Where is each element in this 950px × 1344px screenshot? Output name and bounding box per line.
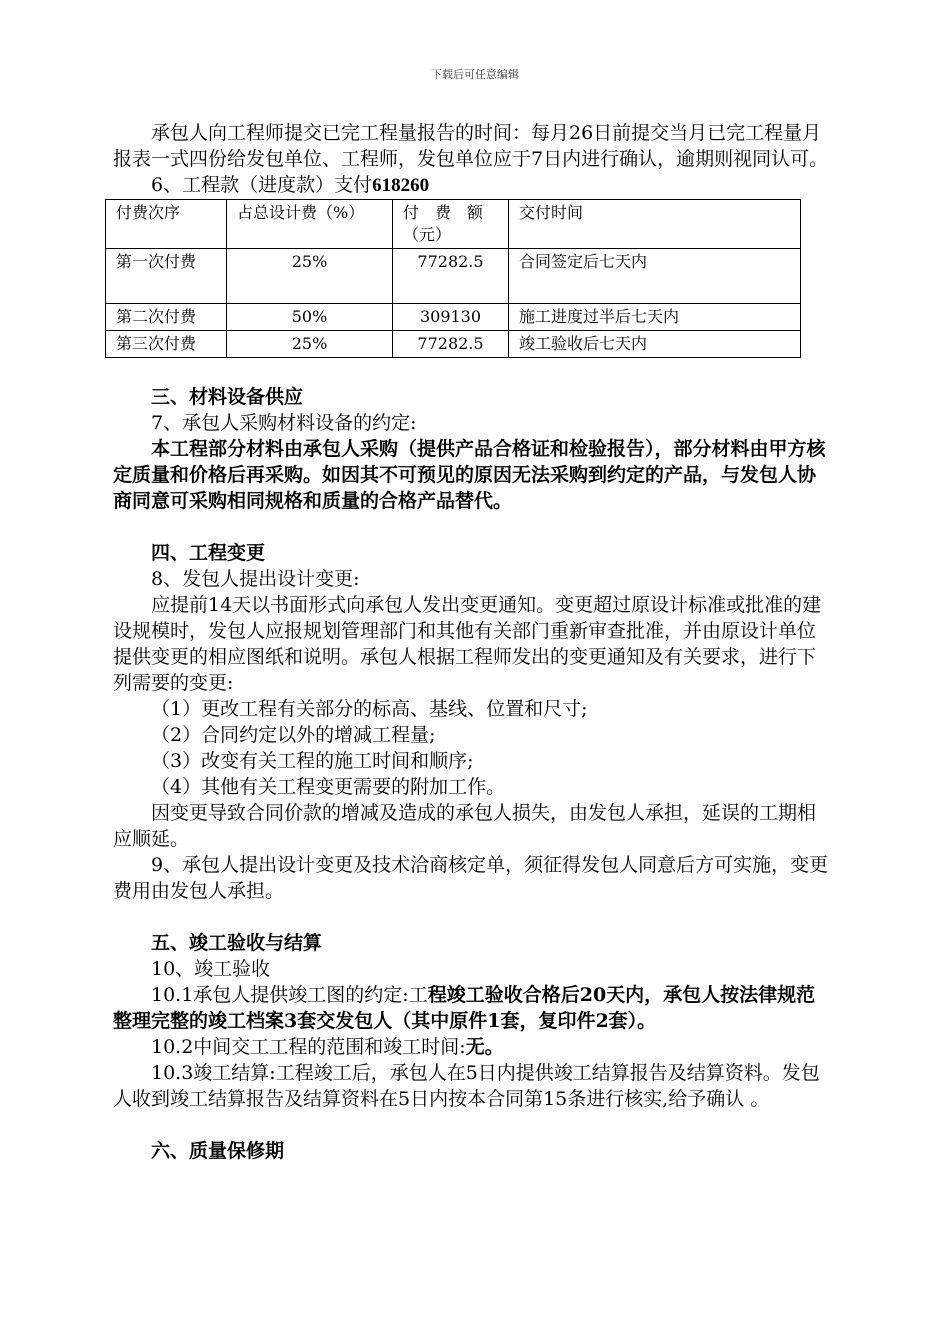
item-10-1-body: 程竣工验收合格后20天内，承包人按法律规范整理完整的竣工档案3套交发包人（其中原件1套，复印件2套）。 xyxy=(113,984,816,1032)
item-10-2 xyxy=(113,1034,829,1060)
table-cell: 施工进度过半后七天内 xyxy=(509,304,801,331)
list-item: （3）改变有关工程的施工时间和顺序; xyxy=(151,750,474,772)
item-10-1-label: 10.1承包人提供竣工图的约定:工 xyxy=(151,984,428,1006)
table-row xyxy=(106,331,801,358)
page-header: 下载后可任意编辑 xyxy=(431,68,519,81)
payment-heading xyxy=(113,172,829,199)
table-cell: 25% xyxy=(227,249,393,304)
table-row xyxy=(106,249,801,304)
document-body xyxy=(113,120,829,1164)
item-9: 9、承包人提出设计变更及技术洽商核定单，须征得发包人同意后方可实施，变更费用由发包人承担。 xyxy=(113,854,829,902)
item-8-body: 应提前14天以书面形式向承包人发出变更通知。变更超过原设计标准或批准的建设规模时，发包人应报规划管理部门和其他有关部门重新审查批准，并由原设计单位提供变更的相应图纸和说明。承包人根据工程师发出的变更通知及有关要求，进行下列需要的变更: xyxy=(113,594,822,694)
payment-total: 618260 xyxy=(372,175,430,196)
table-cell: 第三次付费 xyxy=(106,331,227,358)
table-cell: 竣工验收后七天内 xyxy=(509,331,801,358)
table-cell: 50% xyxy=(227,304,393,331)
table-header-row xyxy=(106,200,801,249)
item-10: 10、竣工验收 xyxy=(151,958,271,980)
item-10-2-value: 无。 xyxy=(465,1036,504,1058)
table-cell: 第二次付费 xyxy=(106,304,227,331)
item-7: 7、承包人采购材料设备的约定: xyxy=(151,412,417,434)
table-cell: 25% xyxy=(227,331,393,358)
table-cell: 合同签定后七天内 xyxy=(509,249,801,304)
table-cell: 77282.5 xyxy=(393,249,509,304)
table-header-cell: 付 费 额（元） xyxy=(393,200,509,249)
table-row xyxy=(106,304,801,331)
list-item: （2）合同约定以外的增减工程量; xyxy=(151,724,436,746)
item-8: 8、发包人提出设计变更: xyxy=(151,568,360,590)
table-header-cell: 付费次序 xyxy=(106,200,227,249)
section-5-title: 五、竣工验收与结算 xyxy=(151,932,323,954)
section-4-title: 四、工程变更 xyxy=(151,542,266,564)
payment-table xyxy=(105,199,801,358)
payment-heading-label: 6、工程款（进度款）支付 xyxy=(151,174,373,196)
table-cell: 第一次付费 xyxy=(106,249,227,304)
item-10-1 xyxy=(113,982,829,1034)
item-10-2-label: 10.2中间交工工程的范围和竣工时间: xyxy=(151,1036,466,1058)
list-item: （4）其他有关工程变更需要的附加工作。 xyxy=(151,776,506,798)
item-7-body: 本工程部分材料由承包人采购（提供产品合格证和检验报告），部分材料由甲方核定质量和价格后再采购。如因其不可预见的原因无法采购到约定的产品，与发包人协商同意可采购相同规格和质量的合格产品替代。 xyxy=(113,438,826,512)
item-10-3: 10.3竣工结算:工程竣工后，承包人在5日内提供竣工结算报告及结算资料。发包人收到竣工结算报告及结算资料在5日内按本合同第15条进行核实,给予确认 。 xyxy=(113,1062,820,1110)
list-item: （1）更改工程有关部分的标高、基线、位置和尺寸; xyxy=(151,698,588,720)
table-cell: 309130 xyxy=(393,304,509,331)
table-header-cell: 占总设计费（%） xyxy=(227,200,393,249)
section-6-title: 六、质量保修期 xyxy=(151,1140,285,1162)
variation-cost-paragraph: 因变更导致合同价款的增减及造成的承包人损失，由发包人承担，延误的工期相应顺延。 xyxy=(113,802,817,850)
report-time-paragraph: 承包人向工程师提交已完工程量报告的时间：每月26日前提交当月已完工程量月报表一式四份给发包单位、工程师，发包单位应于7日内进行确认，逾期则视同认可。 xyxy=(113,122,829,170)
table-header-cell: 交付时间 xyxy=(509,200,801,249)
table-cell: 77282.5 xyxy=(393,331,509,358)
section-3-title: 三、材料设备供应 xyxy=(151,386,304,408)
